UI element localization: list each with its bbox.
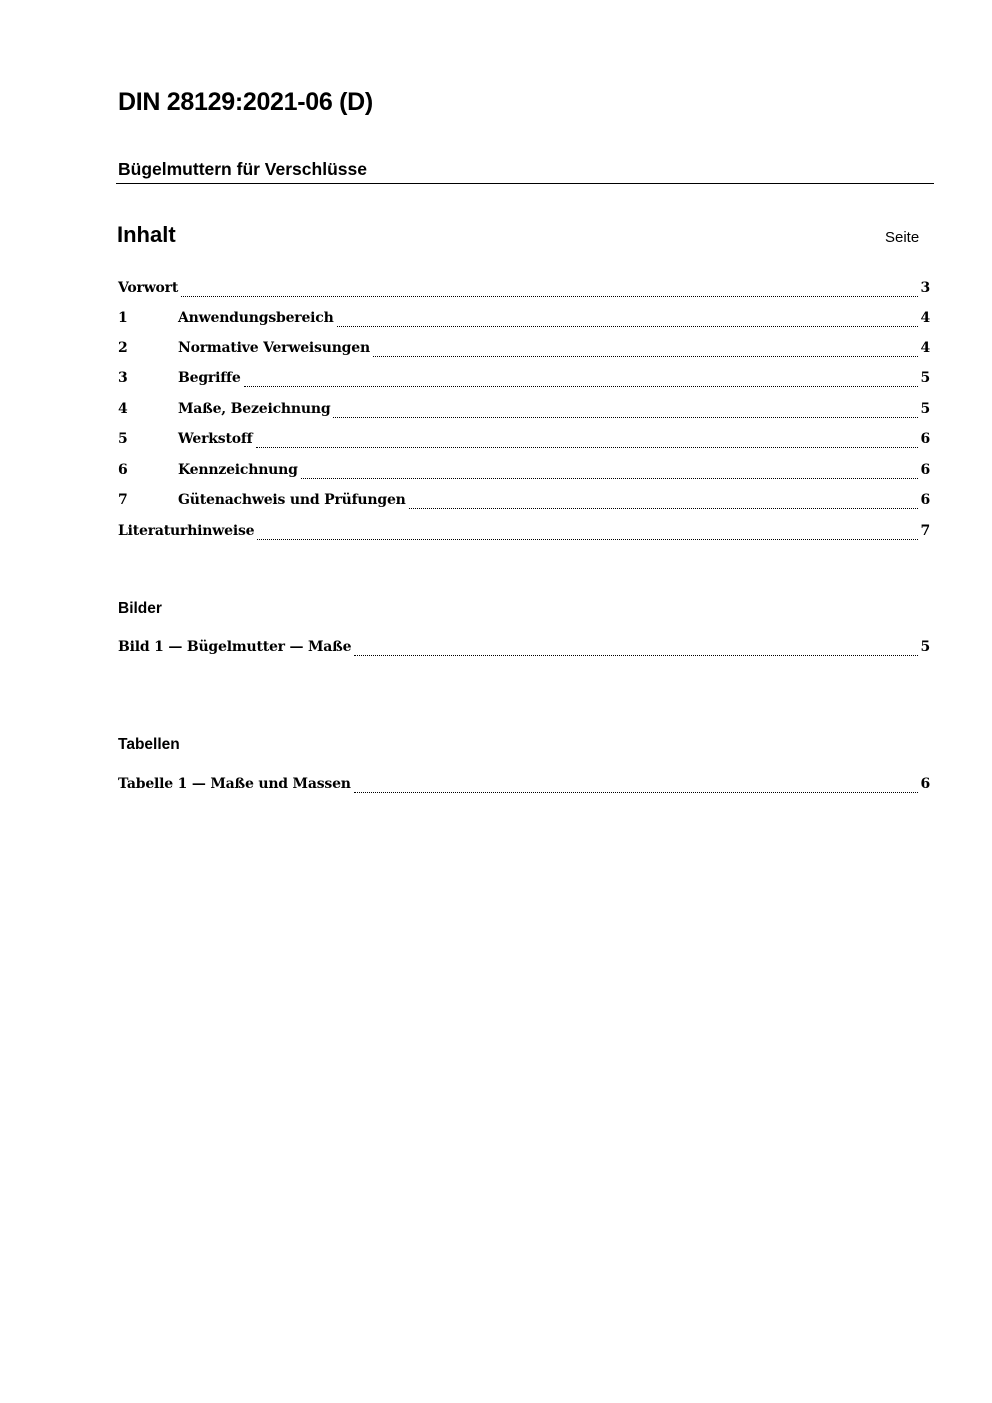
toc-entry-page: 6 — [920, 462, 930, 478]
title-rule — [116, 183, 934, 184]
toc-entry-werkstoff[interactable] — [118, 431, 930, 453]
toc-leader-dots — [354, 792, 919, 793]
toc-entry-page: 6 — [920, 492, 930, 508]
toc-entry-page: 4 — [920, 340, 930, 356]
toc-entry-title: Werkstoff — [178, 431, 253, 447]
toc-entry-number: 3 — [118, 370, 128, 386]
toc-entry-title: Literaturhinweise — [118, 523, 255, 539]
toc-leader-dots — [244, 386, 919, 387]
toc-entry-page: 3 — [920, 280, 930, 296]
toc-entry-page: 6 — [920, 431, 930, 447]
toc-entry-title: Normative Verweisungen — [178, 340, 370, 356]
table-entry-page: 6 — [920, 776, 930, 792]
figures-heading: Bilder — [118, 600, 162, 617]
toc-entry-number: 1 — [118, 310, 128, 326]
toc-entry-title: Begriffe — [178, 370, 241, 386]
toc-entry-title: Gütenachweis und Prüfungen — [178, 492, 406, 508]
toc-entry-begriffe[interactable] — [118, 370, 930, 392]
toc-entry-title: Kennzeichnung — [178, 462, 298, 478]
figure-entry-page: 5 — [920, 639, 930, 655]
toc-entry-literaturhinweise[interactable] — [118, 523, 930, 545]
toc-entry-number: 5 — [118, 431, 128, 447]
tables-heading: Tabellen — [118, 736, 180, 753]
toc-leader-dots — [257, 539, 918, 540]
toc-heading: Inhalt — [117, 222, 176, 247]
toc-entry-number: 6 — [118, 462, 128, 478]
figure-entry-title: Bild 1 — Bügelmutter — Maße — [118, 639, 352, 655]
toc-leader-dots — [409, 508, 919, 509]
toc-leader-dots — [354, 655, 918, 656]
toc-entry-masse-bezeichnung[interactable] — [118, 401, 930, 423]
toc-entry-title: Anwendungsbereich — [178, 310, 334, 326]
toc-entry-number: 4 — [118, 401, 128, 417]
toc-entry-title: Maße, Bezeichnung — [178, 401, 331, 417]
toc-entry-guetenachweis[interactable] — [118, 492, 930, 514]
document-id: DIN 28129:2021-06 (D) — [118, 88, 373, 116]
toc-entry-page: 4 — [920, 310, 930, 326]
toc-leader-dots — [337, 326, 919, 327]
toc-leader-dots — [301, 478, 919, 479]
toc-leader-dots — [181, 296, 918, 297]
toc-entry-normative-verweisungen[interactable] — [118, 340, 930, 362]
page-column-label: Seite — [885, 229, 920, 246]
figure-entry-bild-1[interactable] — [118, 639, 930, 661]
table-entry-tabelle-1[interactable] — [118, 776, 930, 798]
toc-entry-number: 2 — [118, 340, 128, 356]
toc-entry-number: 7 — [118, 492, 128, 508]
toc-leader-dots — [373, 356, 919, 357]
toc-entry-title: Vorwort — [118, 280, 179, 296]
toc-entry-anwendungsbereich[interactable] — [118, 310, 930, 332]
toc-entry-kennzeichnung[interactable] — [118, 462, 930, 484]
toc-leader-dots — [256, 447, 919, 448]
toc-entry-vorwort[interactable] — [118, 280, 930, 302]
document-subtitle: Bügelmuttern für Verschlüsse — [118, 159, 367, 179]
toc-entry-page: 5 — [920, 401, 930, 417]
toc-entry-page: 7 — [920, 523, 930, 539]
table-entry-title: Tabelle 1 — Maße und Massen — [118, 776, 351, 792]
toc-entry-page: 5 — [920, 370, 930, 386]
toc-leader-dots — [333, 417, 918, 418]
